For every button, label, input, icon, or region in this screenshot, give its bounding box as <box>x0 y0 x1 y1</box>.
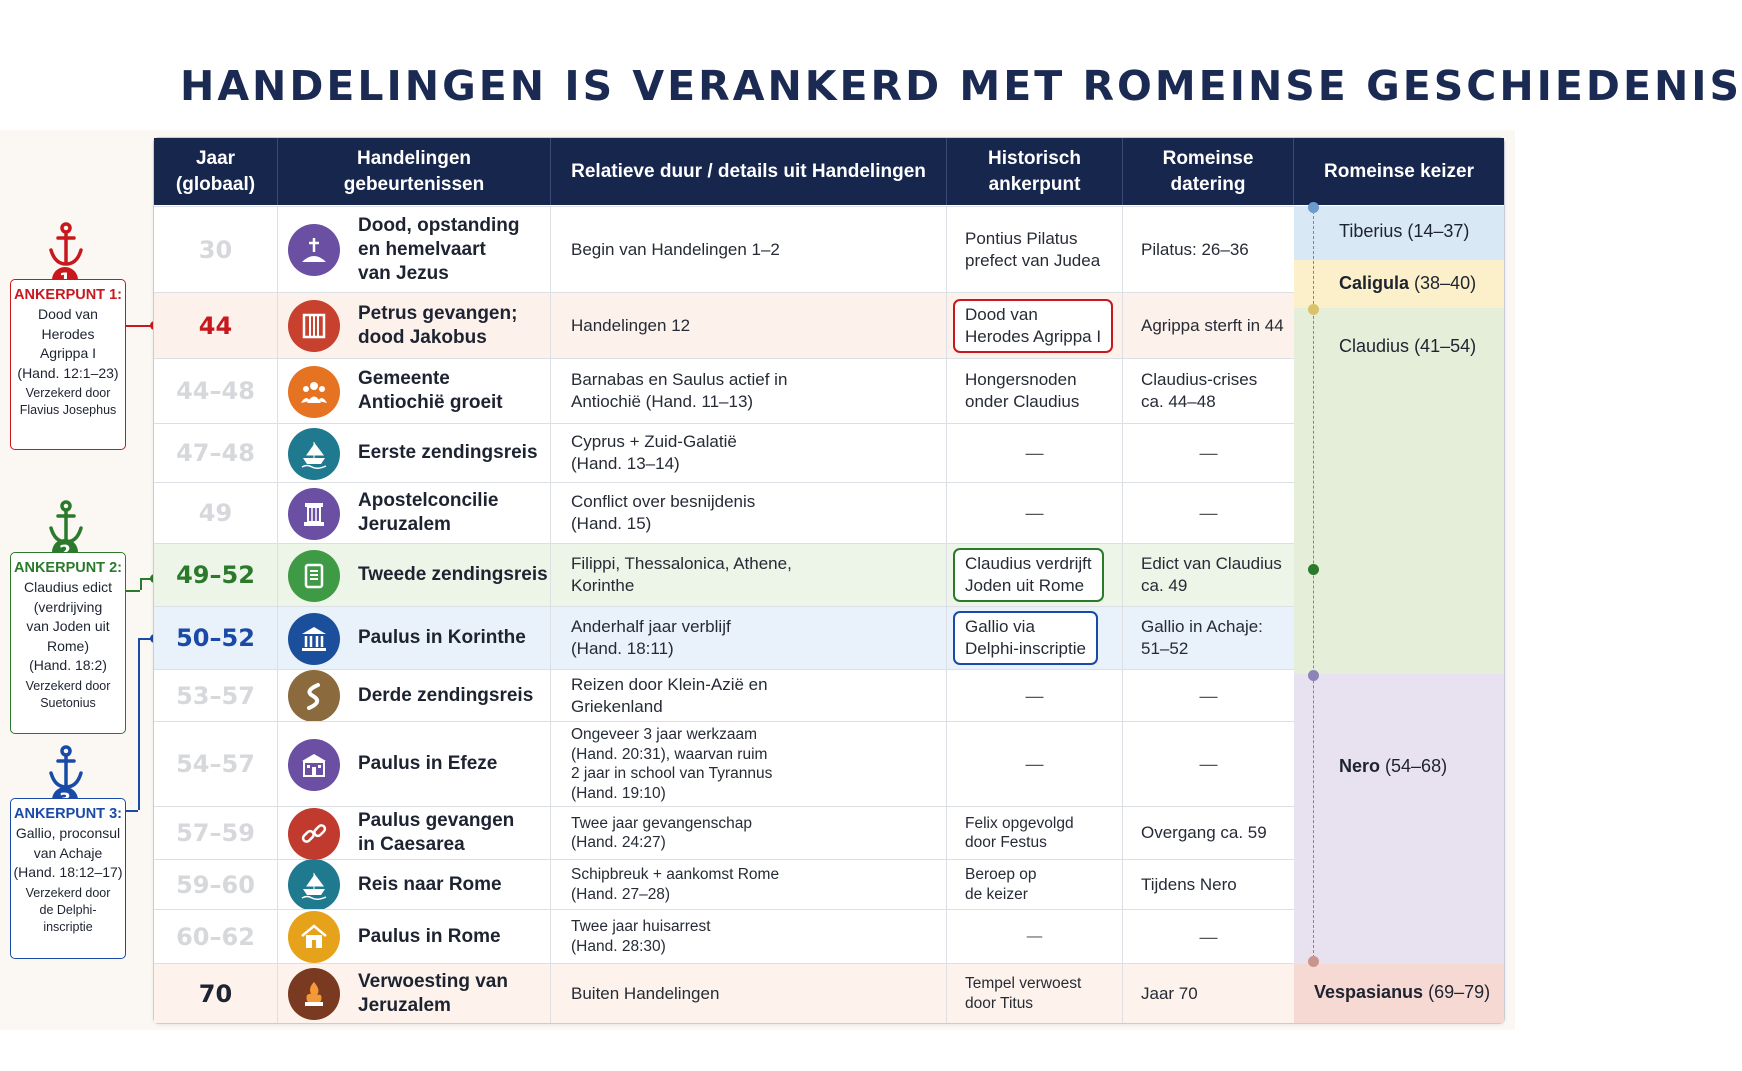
event-cell <box>278 544 551 606</box>
anchor-heading: ANKERPUNT 3: <box>14 806 122 822</box>
event-cell <box>278 860 551 909</box>
school-building-icon <box>288 739 340 791</box>
anchor-text: Gallio, proconsul van Achaje (Hand. 18:12–17) <box>13 825 123 880</box>
event-cell <box>278 722 551 806</box>
anchor-icon <box>47 222 85 273</box>
event-cell <box>278 359 551 423</box>
winding-road-icon <box>288 670 340 722</box>
anchor-cell <box>947 544 1123 606</box>
year-cell: 53–57 <box>154 670 278 721</box>
detail-cell: Conflict over besnijdenis (Hand. 15) <box>551 483 947 543</box>
anchor-cell <box>947 860 1123 909</box>
detail-cell: Handelingen 12 <box>551 293 947 358</box>
table-row <box>154 859 1294 909</box>
year-cell: 49–52 <box>154 544 278 606</box>
emperor-name: Nero <box>1339 756 1381 776</box>
emperor-name: Caligula <box>1339 273 1410 293</box>
event-label: Tweede zendingsreis <box>358 564 548 585</box>
emperor-years: (41–54) <box>1414 336 1477 356</box>
year-cell: 57–59 <box>154 807 278 859</box>
event-label: Verwoesting van Jeruzalem <box>358 970 508 1016</box>
timeline-dot <box>1308 304 1319 315</box>
table-row <box>154 206 1294 292</box>
anchor-footer: Verzekerd door Flavius Josephus <box>19 386 117 417</box>
emperor-tiberius <box>1294 206 1504 260</box>
event-cell <box>278 483 551 543</box>
anchor-cell <box>947 910 1123 963</box>
table-row <box>154 669 1294 721</box>
event-label: Apostelconcilie Jeruzalem <box>358 490 499 535</box>
anchor-label: — <box>1025 685 1044 706</box>
broken-chain-icon <box>288 808 340 860</box>
anchor-label: Felix opgevolgd door Festus <box>965 814 1074 851</box>
emperor-name: Claudius <box>1339 336 1410 356</box>
anchor-box-1 <box>10 279 126 450</box>
dating-cell: Agrippa sterft in 44 <box>1141 315 1284 335</box>
anchor-cell <box>947 964 1123 1023</box>
dating-cell: — <box>1199 926 1218 947</box>
table-row <box>154 358 1294 423</box>
anchor-highlight-box: Dood van Herodes Agrippa I <box>953 299 1113 353</box>
header-year: Jaar (globaal) <box>154 138 278 205</box>
emperor-timeline <box>1313 206 1314 963</box>
emperor-vespasianus <box>1294 964 1504 1023</box>
event-label: Eerste zendingsreis <box>358 442 538 463</box>
event-cell <box>278 910 551 963</box>
anchor-cell <box>947 670 1123 721</box>
year-cell: 44 <box>154 293 278 358</box>
anchor-label: Hongersnoden onder Claudius <box>965 370 1080 411</box>
table-row <box>154 606 1294 669</box>
emperor-years: (38–40) <box>1414 273 1477 293</box>
header-anchor: Historisch ankerpunt <box>947 138 1123 205</box>
year-cell: 50–52 <box>154 607 278 669</box>
dating-cell: Overgang ca. 59 <box>1141 823 1267 842</box>
dating-cell: Tijdens Nero <box>1141 874 1237 894</box>
event-cell <box>278 807 551 859</box>
event-label: Petrus gevangen; dood Jakobus <box>358 302 518 348</box>
people-group-icon <box>288 366 340 418</box>
anchor-label: Beroep op de keizer <box>965 866 1037 903</box>
year-cell: 70 <box>154 964 278 1023</box>
event-label: Dood, opstanding en hemelvaart van Jezus <box>358 214 520 284</box>
detail-cell: Ongeveer 3 jaar werkzaam (Hand. 20:31), waarvan ruim 2 jaar in school van Tyrannus (Hand. 19:10) <box>551 722 947 806</box>
detail-cell: Buiten Handelingen <box>551 964 947 1023</box>
event-label: Derde zendingsreis <box>358 684 534 706</box>
table-row <box>154 806 1294 859</box>
dating-cell: — <box>1199 503 1218 523</box>
anchor-text: Claudius edict (verdrijving van Joden uit Rome) (Hand. 18:2) <box>24 579 112 673</box>
dating-cell: — <box>1199 685 1218 706</box>
table-row <box>154 482 1294 543</box>
anchor-cell <box>947 807 1123 859</box>
anchor-label: Pontius Pilatus prefect van Judea <box>965 228 1101 270</box>
table-row <box>154 909 1294 963</box>
anchor-label: — <box>1025 754 1044 774</box>
house-icon <box>288 911 340 963</box>
emperor-name: Vespasianus <box>1314 982 1424 1002</box>
anchor-box-2 <box>10 552 126 734</box>
column-icon <box>288 488 340 540</box>
dating-cell: Jaar 70 <box>1141 983 1198 1003</box>
detail-cell: Begin van Handelingen 1–2 <box>551 207 947 292</box>
dating-cell: Pilatus: 26–36 <box>1141 239 1249 259</box>
emperor-years: (54–68) <box>1385 756 1448 776</box>
anchor-footer: Verzekerd door de Delphi- inscriptie <box>25 885 111 934</box>
scroll-icon <box>288 550 340 602</box>
anchor-text: Dood van Herodes Agrippa I (Hand. 12:1–23) <box>17 306 119 381</box>
anchor-cell <box>947 293 1123 358</box>
anchor-cell <box>947 359 1123 423</box>
year-cell: 44–48 <box>154 359 278 423</box>
timeline-dot <box>1308 202 1319 213</box>
emperor-caligula <box>1294 260 1504 308</box>
emperor-name: Tiberius <box>1339 221 1403 241</box>
dating-cell: Edict van Claudius ca. 49 <box>1141 554 1282 595</box>
event-cell <box>278 670 551 721</box>
timeline-dot <box>1308 956 1319 967</box>
anchor-box-3 <box>10 798 126 959</box>
table-row <box>154 292 1294 358</box>
anchor-connector <box>126 590 140 592</box>
temple-icon <box>288 613 340 665</box>
event-cell <box>278 293 551 358</box>
anchor-heading: ANKERPUNT 2: <box>14 560 122 576</box>
table-row <box>154 423 1294 482</box>
anchor-cell <box>947 424 1123 482</box>
event-cell <box>278 207 551 292</box>
event-cell <box>278 424 551 482</box>
ship-icon <box>288 859 340 911</box>
emperor-years: (14–37) <box>1407 221 1470 241</box>
event-cell <box>278 964 551 1023</box>
header-dating: Romeinse datering <box>1123 138 1294 205</box>
anchor-heading: ANKERPUNT 1: <box>14 287 122 303</box>
anchor-connector <box>138 638 140 810</box>
anchor-label: — <box>1025 503 1044 523</box>
dating-cell: — <box>1199 443 1218 463</box>
event-label: Paulus in Efeze <box>358 753 498 774</box>
year-cell: 30 <box>154 207 278 292</box>
prison-bars-icon <box>288 300 340 352</box>
event-label: Gemeente Antiochië groeit <box>358 368 503 413</box>
anchor-label: — <box>1026 927 1043 945</box>
page-title: HANDELINGEN IS VERANKERD MET ROMEINSE GESCHIEDENIS <box>180 62 1742 110</box>
detail-cell: Filippi, Thessalonica, Athene, Korinthe <box>551 544 947 606</box>
anchor-connector <box>126 810 138 812</box>
detail-cell: Anderhalf jaar verblijf (Hand. 18:11) <box>551 607 947 669</box>
header-emperor: Romeinse keizer <box>1324 160 1474 182</box>
cross-hill-icon <box>288 224 340 276</box>
event-cell <box>278 607 551 669</box>
anchor-label: Tempel verwoest door Titus <box>965 975 1082 1012</box>
year-cell: 49 <box>154 483 278 543</box>
table-row <box>154 963 1294 1023</box>
anchor-cell <box>947 207 1123 292</box>
anchor-cell <box>947 483 1123 543</box>
emperor-claudius <box>1294 308 1504 674</box>
anchor-label: — <box>1025 443 1044 463</box>
anchor-cell <box>947 722 1123 806</box>
anchor-highlight-box: Claudius verdrijft Joden uit Rome <box>953 548 1104 602</box>
detail-cell: Schipbreuk + aankomst Rome (Hand. 27–28) <box>551 860 947 909</box>
event-label: Paulus in Korinthe <box>358 627 526 648</box>
anchor-highlight-box: Gallio via Delphi-inscriptie <box>953 611 1098 665</box>
year-cell: 54–57 <box>154 722 278 806</box>
header-event: Handelingen gebeurtenissen <box>278 138 551 205</box>
year-cell: 47–48 <box>154 424 278 482</box>
timeline-dot <box>1308 670 1319 681</box>
timeline-table <box>153 137 1505 1024</box>
detail-cell: Reizen door Klein-Azië en Griekenland <box>551 670 947 721</box>
event-label: Paulus gevangen in Caesarea <box>358 810 515 855</box>
anchor-footer: Verzekerd door Suetonius <box>25 678 111 710</box>
event-label: Paulus in Rome <box>358 925 501 947</box>
event-label: Reis naar Rome <box>358 873 502 895</box>
dating-cell: Gallio in Achaje: 51–52 <box>1141 617 1263 658</box>
year-cell: 60–62 <box>154 910 278 963</box>
ship-icon <box>288 428 340 480</box>
emperor-years: (69–79) <box>1428 982 1491 1002</box>
detail-cell: Cyprus + Zuid-Galatië (Hand. 13–14) <box>551 424 947 482</box>
table-row <box>154 721 1294 806</box>
dating-cell: Claudius-crises ca. 44–48 <box>1141 370 1258 411</box>
detail-cell: Twee jaar huisarrest (Hand. 28:30) <box>551 910 947 963</box>
year-cell: 59–60 <box>154 860 278 909</box>
table-row <box>154 543 1294 606</box>
fire-temple-icon <box>288 968 340 1020</box>
table-header <box>154 138 1504 205</box>
header-detail: Relatieve duur / details uit Handelingen <box>551 138 947 205</box>
timeline-dot <box>1308 564 1319 575</box>
dating-cell: — <box>1199 754 1218 774</box>
detail-cell: Twee jaar gevangenschap (Hand. 24:27) <box>551 807 947 859</box>
anchor-cell <box>947 607 1123 669</box>
emperor-nero <box>1294 674 1504 964</box>
detail-cell: Barnabas en Saulus actief in Antiochië (Hand. 11–13) <box>551 359 947 423</box>
